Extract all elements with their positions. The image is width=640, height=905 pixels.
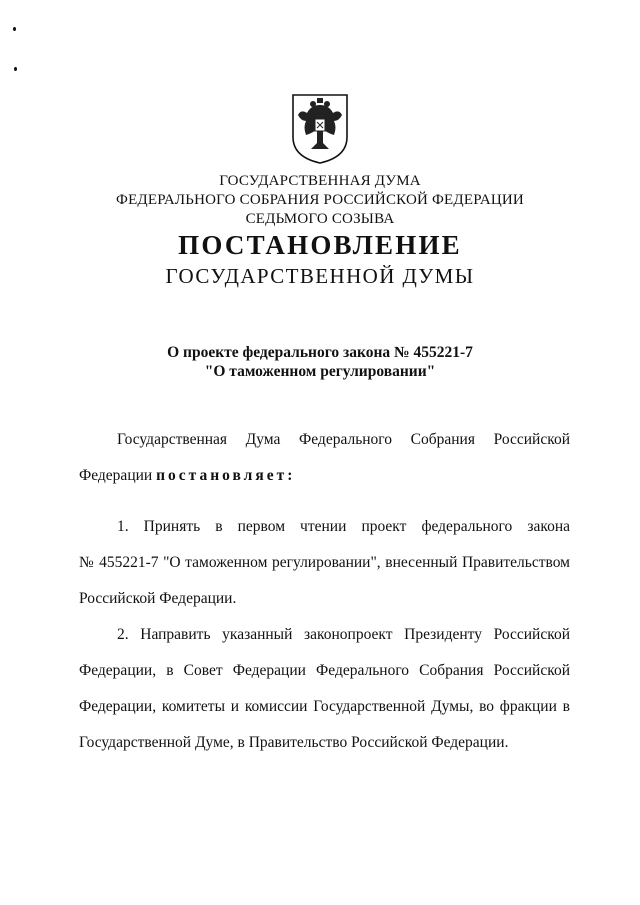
paragraph-line: Федерации, в Совет Федерации Федерального Собрания Российской — [79, 662, 570, 679]
coat-of-arms-icon — [289, 91, 351, 165]
item-1-paragraph — [79, 517, 570, 608]
paragraph-line: Государственной Думе, в Правительство Российской Федерации. — [79, 734, 509, 751]
document-subtitle: ГОСУДАРСТВЕННОЙ ДУМЫ — [165, 264, 475, 288]
subject-line: "О таможенном регулировании" — [204, 363, 436, 380]
scan-speck — [13, 27, 16, 31]
paragraph-text: Федерации — [79, 467, 153, 484]
subject-line: О проекте федерального закона № 455221-7 — [167, 344, 473, 361]
paragraph-line: № 455221-7 "О таможенном регулировании", внесенный Правительством — [79, 554, 570, 571]
preamble-paragraph — [79, 430, 570, 485]
issuer-block — [0, 172, 640, 229]
document-title: ПОСТАНОВЛЕНИЕ — [178, 230, 462, 260]
item-2-paragraph — [79, 625, 570, 752]
scan-speck — [14, 67, 17, 71]
paragraph-line — [79, 466, 570, 485]
paragraph-line: Федерации, комитеты и комиссии Государственной Думы, во фракции в — [79, 698, 570, 715]
issuer-line: ГОСУДАРСТВЕННАЯ ДУМА — [219, 173, 421, 189]
paragraph-line: Российской Федерации. — [79, 590, 237, 607]
paragraph-line: Государственная Дума Федерального Собрания Российской — [117, 431, 570, 448]
paragraph-line: 1. Принять в первом чтении проект федерального закона — [117, 518, 570, 535]
issuer-line: СЕДЬМОГО СОЗЫВА — [245, 211, 395, 227]
issuer-line: ФЕДЕРАЛЬНОГО СОБРАНИЯ РОССИЙСКОЙ ФЕДЕРАЦИИ — [116, 192, 524, 208]
paragraph-line: 2. Направить указанный законопроект Президенту Российской — [117, 626, 570, 643]
resolution-verb: постановляет: — [156, 467, 296, 484]
document-subject — [0, 343, 640, 381]
